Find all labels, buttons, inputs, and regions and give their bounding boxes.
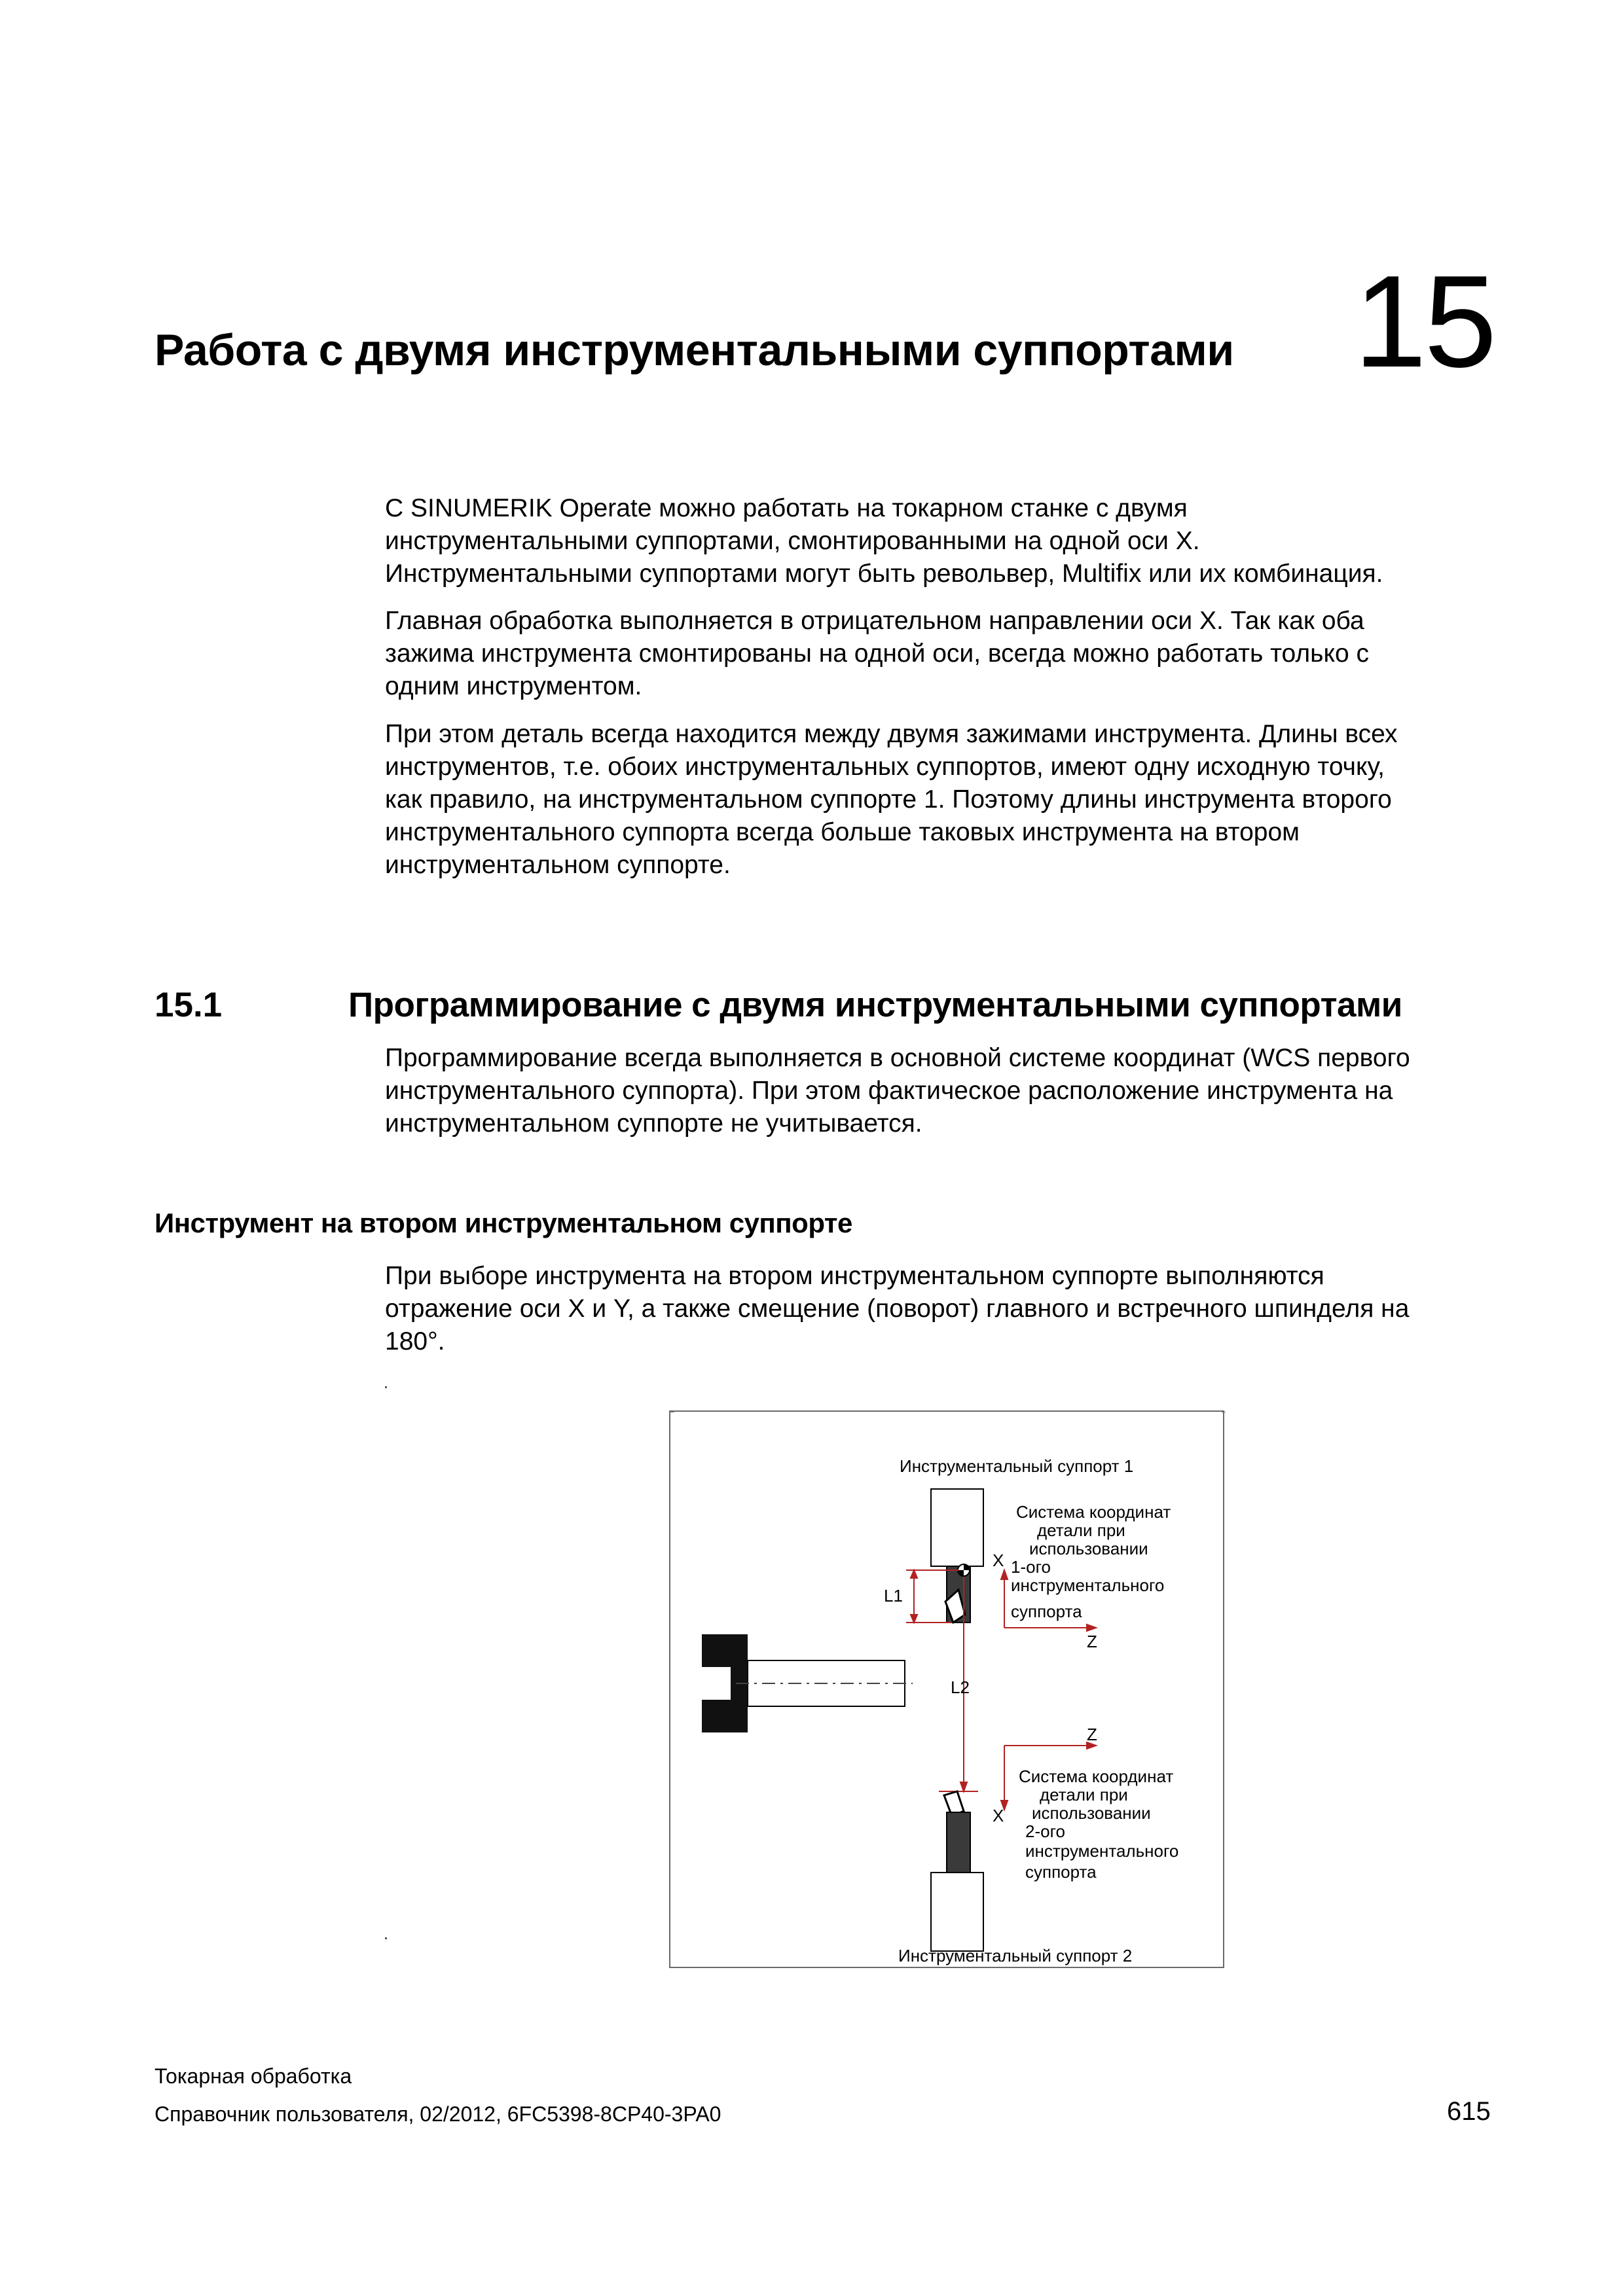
turret-1-body <box>931 1489 983 1566</box>
svg-text:суппорта: суппорта <box>1011 1602 1082 1621</box>
text-line: как правило, на инструментальном суппорте 1. Поэтому длины инструмента второго <box>385 785 1392 814</box>
turret-2-label: Инструментальный суппорт 2 <box>898 1946 1133 1965</box>
text-line: инструментального суппорта всегда больше таковых инструмента на втором <box>385 818 1300 846</box>
text-line: инструментального суппорта). При этом фактическое расположение инструмента на <box>385 1077 1393 1105</box>
text-line: При этом деталь всегда находится между двумя зажимами инструмента. Длины всех <box>385 720 1398 748</box>
wcs-1-caption <box>1011 1502 1171 1621</box>
svg-text:использовании: использовании <box>1029 1539 1148 1558</box>
chuck-jaw-upper <box>702 1634 748 1667</box>
subsection-paragraph <box>385 1260 1511 1358</box>
tool-2-holder <box>947 1812 970 1873</box>
wcs-2-z-label: Z <box>1087 1725 1097 1744</box>
text-line: Программирование всегда выполняется в основной системе координат (WCS первого <box>385 1044 1410 1072</box>
stray-dot <box>385 1386 387 1388</box>
footer-book-title: Токарная обработка <box>155 2064 352 2088</box>
two-turret-figure <box>669 1410 1224 1968</box>
text-line: При выборе инструмента на втором инструментальном суппорте выполняются <box>385 1262 1324 1290</box>
intro-paragraph-2 <box>385 605 1511 703</box>
chapter-title: Работа с двумя инструментальными суппортами <box>155 325 1234 375</box>
svg-text:2-ого: 2-ого <box>1025 1821 1065 1841</box>
text-line: 180°. <box>385 1327 445 1355</box>
turret-1-label: Инструментальный суппорт 1 <box>900 1456 1134 1476</box>
chuck-jaw-lower <box>702 1700 748 1732</box>
page-number: 615 <box>1447 2097 1491 2126</box>
wcs-2-x-label: X <box>993 1806 1004 1825</box>
svg-text:1-ого: 1-ого <box>1011 1557 1051 1577</box>
text-line: Главная обработка выполняется в отрицательном направлении оси X. Так как оба <box>385 607 1364 635</box>
turret-2-body <box>931 1873 983 1951</box>
svg-text:использовании: использовании <box>1032 1803 1151 1823</box>
stray-dot <box>385 1937 387 1939</box>
svg-text:инструментального: инструментального <box>1011 1575 1165 1595</box>
text-line: инструментальными суппортами, смонтированными на одной оси X. <box>385 527 1200 555</box>
section-paragraph <box>385 1042 1511 1140</box>
text-line: инструментов, т.е. обоих инструментальных суппортов, имеют одну исходную точку, <box>385 753 1385 781</box>
text-line: инструментальном суппорте не учитывается. <box>385 1109 922 1138</box>
section-title: Программирование с двумя инструментальными суппортами <box>348 986 1402 1024</box>
text-line: одним инструментом. <box>385 672 642 700</box>
svg-text:детали при: детали при <box>1037 1520 1125 1540</box>
wcs-1-z-label: Z <box>1087 1632 1097 1651</box>
wcs-2-caption <box>1019 1767 1178 1882</box>
footer-manual-info: Справочник пользователя, 02/2012, 6FC5398-8CP40-3PA0 <box>155 2102 721 2126</box>
text-line: С SINUMERIK Operate можно работать на токарном станке с двумя <box>385 494 1188 522</box>
svg-text:Система координат: Система координат <box>1016 1502 1171 1522</box>
wcs-1-x-label: X <box>993 1551 1004 1570</box>
svg-text:детали при: детали при <box>1040 1785 1128 1804</box>
subsection-title: Инструмент на втором инструментальном суппорте <box>155 1208 852 1238</box>
svg-text:Система координат: Система координат <box>1019 1767 1174 1786</box>
text-line: инструментальном суппорте. <box>385 851 731 879</box>
text-line: отражение оси X и Y, а также смещение (поворот) главного и встречного шпинделя на <box>385 1295 1410 1323</box>
chapter-number: 15 <box>1354 249 1495 395</box>
intro-paragraph-3 <box>385 718 1511 882</box>
svg-text:суппорта: суппорта <box>1025 1862 1097 1882</box>
figure-diagram <box>670 1412 1226 1969</box>
intro-paragraph-1 <box>385 492 1511 590</box>
section-number: 15.1 <box>155 986 223 1024</box>
text-line: Инструментальными суппортами могут быть револьвер, Multifix или их комбинация. <box>385 560 1383 588</box>
text-line: зажима инструмента смонтированы на одной оси, всегда можно работать только с <box>385 639 1369 668</box>
l1-label: L1 <box>884 1586 903 1605</box>
l2-label: L2 <box>951 1677 970 1697</box>
svg-text:инструментального: инструментального <box>1025 1841 1179 1861</box>
